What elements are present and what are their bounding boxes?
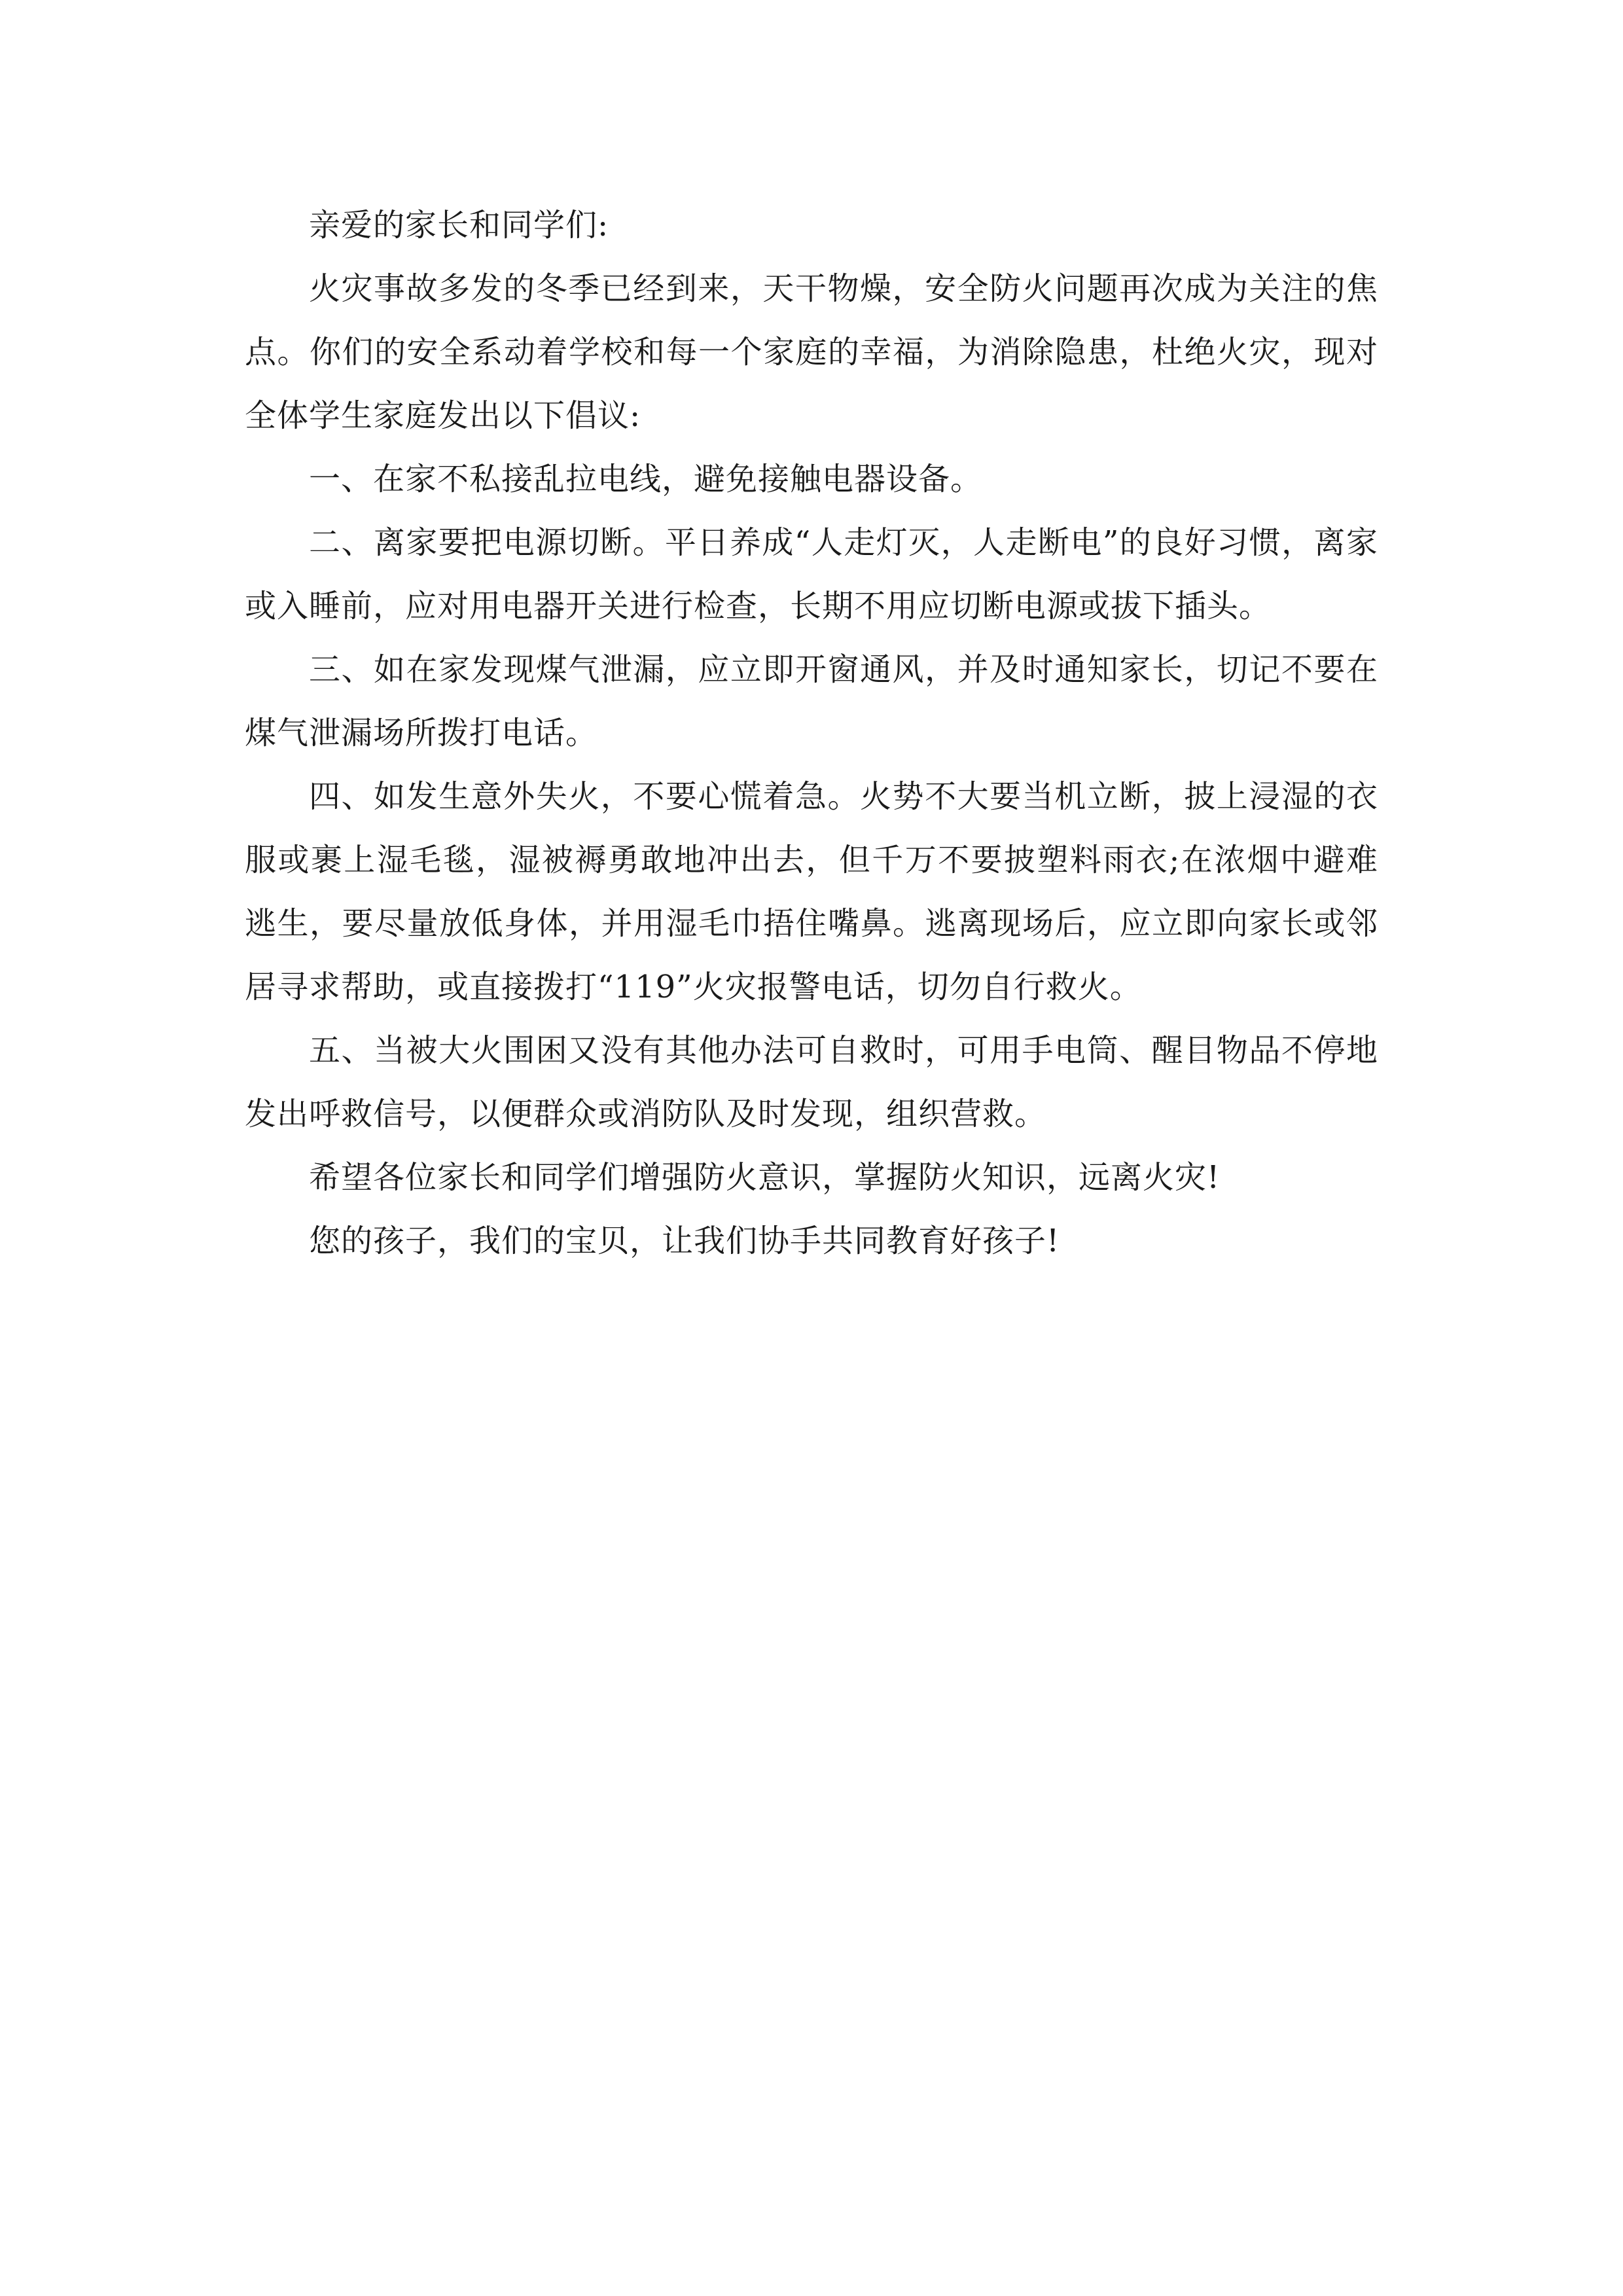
intro-paragraph: 火灾事故多发的冬季已经到来，天干物燥，安全防火问题再次成为关注的焦点。你们的安全系动着学校和每一个家庭的幸福，为消除隐患，杜绝火灾，现对全体学生家庭发出以下倡议: [245, 270, 1378, 434]
salutation: 亲爱的家长和同学们: [309, 207, 609, 243]
item-paragraph-1: 一、在家不私接乱拉电线，避免接触电器设备。 [309, 461, 983, 497]
closing-paragraph: 希望各位家长和同学们增强防火意识，掌握防火知识，远离火灾! [309, 1159, 1221, 1196]
item-paragraph-4: 四、如发生意外失火，不要心慌着急。火势不大要当机立断，披上浸湿的衣服或裹上湿毛毯，湿被褥勇敢地冲出去，但千万不要披塑料雨衣;在浓烟中避难逃生，要尽量放低身体，并用湿毛巾捂住嘴鼻。逃离现场后，应立即向家长或邻居寻求帮助，或直接拨打“119”火灾报警电话，切勿自行救火。 [245, 778, 1378, 1005]
item-paragraph-2: 二、离家要把电源切断。平日养成“人走灯灭，人走断电”的良好习惯，离家或入睡前，应对用电器开关进行检查，长期不用应切断电源或拔下插头。 [245, 524, 1378, 624]
final-paragraph: 您的孩子，我们的宝贝，让我们协手共同教育好孩子! [309, 1223, 1060, 1259]
item-paragraph-5: 五、当被大火围困又没有其他办法可自救时，可用手电筒、醒目物品不停地发出呼救信号，以便群众或消防队及时发现，组织营救。 [245, 1032, 1378, 1132]
item-paragraph-3: 三、如在家发现煤气泄漏，应立即开窗通风，并及时通知家长，切记不要在煤气泄漏场所拨打电话。 [245, 651, 1378, 751]
letter-body [245, 194, 1378, 1273]
